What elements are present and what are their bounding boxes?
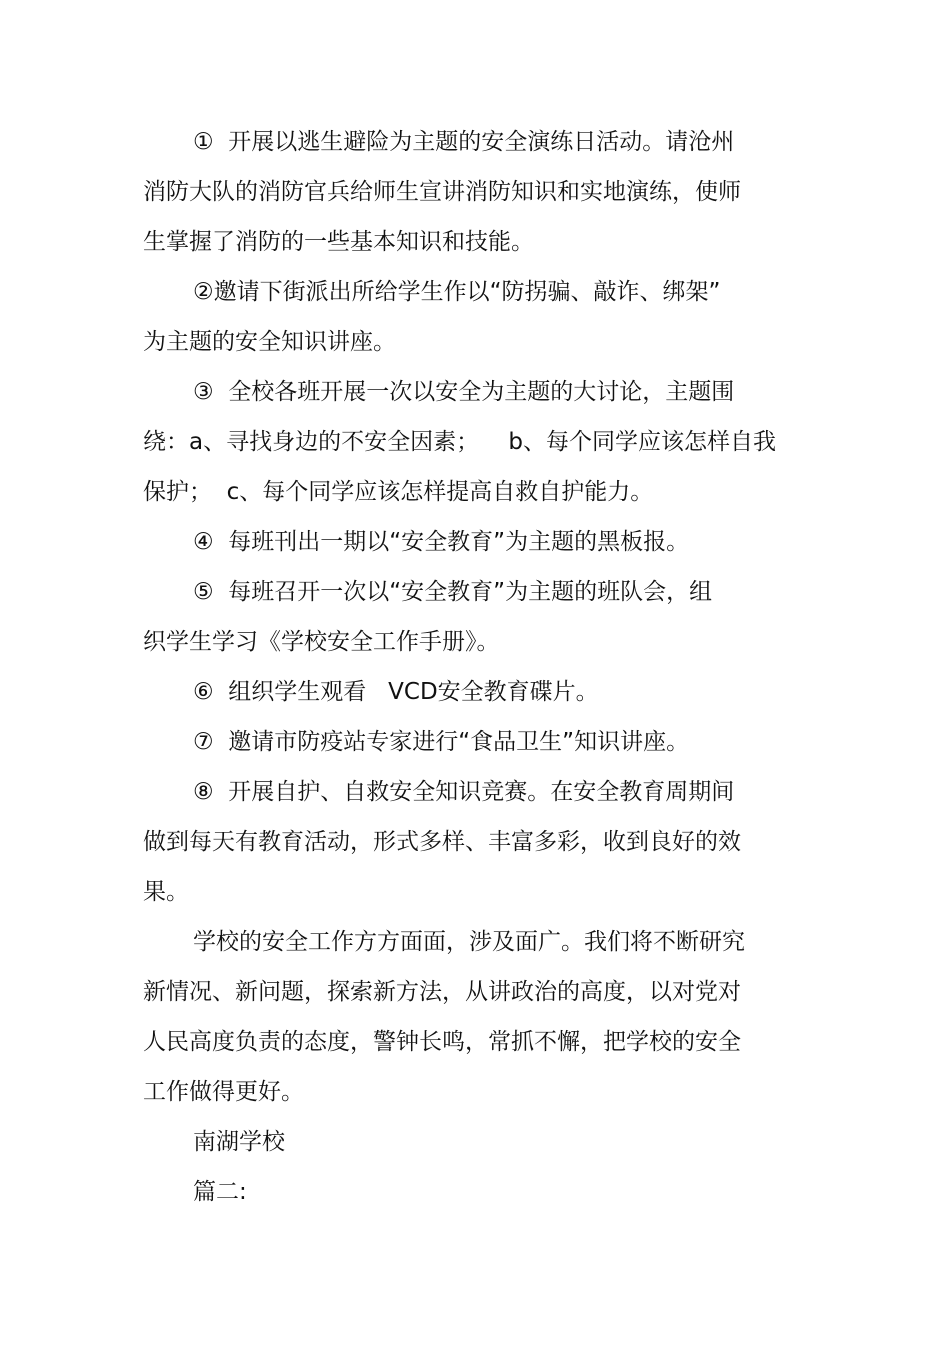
text-line-closing-end: 工作做得更好。 bbox=[143, 1079, 304, 1105]
text-line-item-2: ②邀请下街派出所给学生作以“防拐骗、敲诈、绑架” bbox=[193, 279, 721, 305]
text-line-item-8-end: 果。 bbox=[143, 879, 189, 905]
text-line-item-8: ⑧ 开展自护、自救安全知识竞赛。在安全教育周期间 bbox=[193, 779, 735, 805]
text-line-item-1-end: 生掌握了消防的一些基本知识和技能。 bbox=[143, 229, 534, 255]
text-line-item-3: ③ 全校各班开展一次以安全为主题的大讨论，主题围 bbox=[193, 379, 735, 405]
text-line-item-3-cont: 绕：a、寻找身边的不安全因素； b、每个同学应该怎样自我 bbox=[143, 429, 776, 455]
school-signature: 南湖学校 bbox=[193, 1129, 285, 1155]
text-line-item-2-end: 为主题的安全知识讲座。 bbox=[143, 329, 396, 355]
text-line-item-8-cont: 做到每天有教育活动，形式多样、丰富多彩，收到良好的效 bbox=[143, 829, 741, 855]
text-line-closing: 学校的安全工作方方面面，涉及面广。我们将不断研究 bbox=[193, 929, 745, 955]
text-line-item-1: ① 开展以逃生避险为主题的安全演练日活动。请沧州 bbox=[193, 129, 735, 155]
text-line-item-1-cont: 消防大队的消防官兵给师生宣讲消防知识和实地演练，使师 bbox=[143, 179, 741, 205]
text-line-item-5-end: 织学生学习《学校安全工作手册》。 bbox=[143, 629, 500, 655]
text-line-closing-cont-1: 新情况、新问题，探索新方法，从讲政治的高度，以对党对 bbox=[143, 979, 741, 1005]
text-line-item-7: ⑦ 邀请市防疫站专家进行“食品卫生”知识讲座。 bbox=[193, 729, 690, 755]
text-line-item-6: ⑥ 组织学生观看 VCD安全教育碟片。 bbox=[193, 679, 599, 705]
text-line-item-3-end: 保护； c、每个同学应该怎样提高自救自护能力。 bbox=[143, 479, 654, 505]
section-heading: 篇二: bbox=[193, 1179, 247, 1205]
text-line-item-4: ④ 每班刊出一期以“安全教育”为主题的黑板报。 bbox=[193, 529, 690, 555]
text-line-item-5: ⑤ 每班召开一次以“安全教育”为主题的班队会，组 bbox=[193, 579, 713, 605]
text-line-closing-cont-2: 人民高度负责的态度，警钟长鸣，常抓不懈，把学校的安全 bbox=[143, 1029, 741, 1055]
